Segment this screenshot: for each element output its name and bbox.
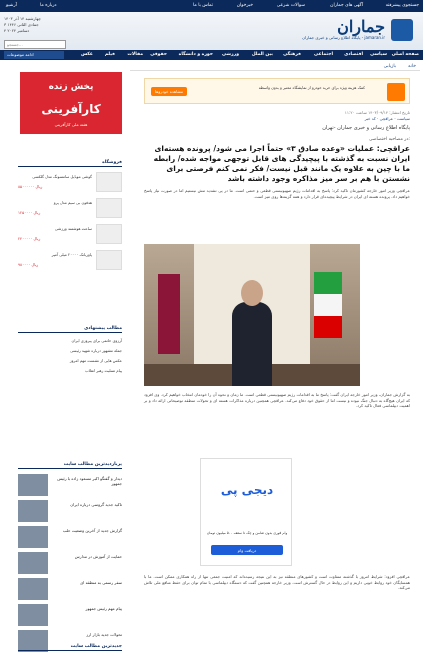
inline-ad-brand: دیجی پی <box>220 483 274 497</box>
nav-item-culture[interactable]: فرهنگی <box>283 52 301 57</box>
news-thumb <box>18 578 48 600</box>
site-logo[interactable] <box>295 15 415 45</box>
banner-line-2: کارآفرینی <box>41 102 101 116</box>
news-thumb <box>18 474 48 496</box>
qatar-flag <box>158 274 180 354</box>
news-title: دیدار و گفتگو اکبر مسعود زاده با رئیس جمهور <box>57 476 122 486</box>
product-title: ساعت هوشمند ورزشی <box>54 226 92 231</box>
article-headline: عراقچی: عملیات «وعده صادق ۳» حتماً اجرا می شود/ پرونده هسته‌ای ایران نسبت به گذشته با پیچیدگی های قابل توجهی مواجه شده/ رابطه ما با چین به علاوه یک مانند قبل نیست/ فکر نمی کنم فرصتی برای نشستن با هم بر سر میز مذاکره وجود داشته باشد <box>153 144 410 183</box>
news-title: پیام مهم رئیس جمهور <box>85 606 122 611</box>
ad-car-icon <box>387 83 405 101</box>
sidebar-section-title: فروشگاه <box>18 160 122 167</box>
product-item[interactable] <box>18 224 122 244</box>
suggest-link[interactable]: جمله مشهور درباره شهید رئیسی <box>70 348 122 353</box>
product-price: ۹۸۰۰۰۰ ریال <box>18 262 39 267</box>
news-item[interactable] <box>18 552 122 574</box>
ad-banner[interactable] <box>144 78 410 104</box>
inline-ad-button[interactable]: دریافت وام <box>211 545 283 555</box>
topbar-link-rss[interactable]: خبرخوان <box>236 3 253 8</box>
topbar-link-questions[interactable]: سوالات شرعی <box>276 3 305 8</box>
tag-item[interactable]: عراقچی <box>379 116 394 121</box>
top-bar <box>0 0 423 12</box>
product-price: ۲۴۰۰۰۰۰ ریال <box>18 236 41 241</box>
nav-item-sport[interactable]: ورزشی <box>222 52 239 57</box>
news-thumb <box>18 526 48 548</box>
sidebar-section-title: جدیدترین مطالب سایت <box>18 644 122 651</box>
article-photo <box>144 244 360 386</box>
photo-person-head <box>241 280 263 306</box>
article-paragraph: به گزارش جماران، وزیر امور خارجه ایران گفت: پاسخ ما به اقدامات رژیم صهیونیستی قطعی است. ما زمان و نحوه آن را خودمان انتخاب خواهیم کرد. وی افزود که ایران هیچ‌گاه به دنبال جنگ نبوده و نیست اما از حقوق خود دفاع می‌کند. عراقچی همچنین درباره مذاکرات هسته ای و تحولات منطقه توضیحاتی ارائه داد و بر اهمیت دیپلماسی فعال تاکید کرد. <box>144 392 410 408</box>
tag-item[interactable]: کد خبر <box>364 116 376 121</box>
photo-person-body <box>232 302 272 386</box>
news-thumb <box>18 500 48 522</box>
topbar-link-archive[interactable]: آرشیو <box>6 3 17 8</box>
article-lead: عراقچی وزیر امور خارجه کشورمان تاکید کرد: پاسخ به اقدامات رژیم صهیونیستی قطعی و حتمی است. ما در پی تشدید تنش نیستیم اما در صورت نیاز پاسخ خواهیم داد. پرونده هسته ای ایران در شرایط پیچیده‌ای قرار دارد و همه گزینه‌ها روی میز است. <box>144 188 410 199</box>
product-item[interactable] <box>18 250 122 270</box>
product-price: ۸۵۰۰۰۰۰۰ ریال <box>18 184 43 189</box>
product-price: ۱۲۵۰۰۰۰ ریال <box>18 210 41 215</box>
date-persian: چهارشنبه ۱۴ آذر ۱۴۰۳ <box>4 16 41 21</box>
sidebar-banner[interactable] <box>20 72 122 134</box>
news-item[interactable] <box>18 526 122 548</box>
news-thumb <box>18 552 48 574</box>
topbar-link-about[interactable]: درباره ما <box>40 3 57 8</box>
inline-ad-text: وام فوری بدون ضامن و چک تا سقف ۵۰۰ میلیون تومان <box>206 531 288 535</box>
nav-item-politics[interactable]: سیاسی <box>370 52 387 57</box>
news-title: سفر رسمی به منطقه ای <box>80 580 122 585</box>
suggest-link[interactable]: عکس هایی از نشست مهم امروز <box>69 358 122 363</box>
main-nav <box>0 50 423 60</box>
sidebar-section-title: مطالب پیشنهادی <box>18 326 122 333</box>
topbar-link-advanced-search[interactable]: جستجوی پیشرفته <box>385 3 419 8</box>
article-kicker: در مصاحبه اختصاصی: <box>368 137 410 142</box>
nav-item-articles[interactable]: مقالات <box>127 52 143 57</box>
product-thumb <box>96 250 122 270</box>
iran-flag-white <box>314 294 342 316</box>
sidebar-section-title: پربازدیدترین مطالب سایت <box>18 462 122 469</box>
suggest-link[interactable]: آرزوی خاتمی برای پیروزی ایران <box>71 338 122 343</box>
inline-ad[interactable] <box>200 458 292 566</box>
logo-text: جماران <box>337 17 385 36</box>
news-title: گزارش جدید از آخرین وضعیت حلب <box>62 528 122 533</box>
product-title: پاوربانک ۲۰۰۰۰ میلی آمپر <box>51 252 92 257</box>
news-item[interactable] <box>18 474 122 496</box>
product-thumb <box>96 198 122 218</box>
more-topics-button[interactable]: ادامه موضوعات <box>4 51 64 59</box>
product-item[interactable] <box>18 198 122 218</box>
nav-item-social[interactable]: اجتماعی <box>314 52 333 57</box>
ad-cta-button[interactable]: مشاهده خودروها <box>151 87 187 96</box>
iran-flag-red <box>314 316 342 338</box>
article-tags: سیاست · عراقچی · کد خبر <box>364 116 410 121</box>
nav-item-economy[interactable]: اقتصادی <box>344 52 363 57</box>
sidebar <box>0 60 130 652</box>
product-title: هدفون بی سیم مدل پرو <box>53 200 92 205</box>
tag-item[interactable]: سیاست <box>396 116 410 121</box>
banner-line-1: پخش زنده <box>48 82 94 92</box>
nav-item-video[interactable]: فیلم <box>104 52 115 57</box>
news-item[interactable] <box>18 500 122 522</box>
product-title: گوشی موبایل سامسونگ مدل گلکسی <box>32 174 92 179</box>
logo-emblem-icon <box>391 19 413 41</box>
date-gregorian: ۴ دسامبر ۲۰۲۴ <box>4 28 30 33</box>
iran-flag-green <box>314 272 342 294</box>
logo-tagline: پایگاه اطلاع رسانی و خبری جماران - jamaran.ir <box>302 35 385 40</box>
nav-item-international[interactable]: بین الملل <box>251 52 273 57</box>
ad-text: کمک هزینه ویژه برای خرید خودرو از نمایشگاه معتبر و بدون واسطه <box>258 85 365 90</box>
date-display <box>4 16 64 40</box>
suggest-link[interactable]: پیام تسلیت رهبر انقلاب <box>85 368 122 373</box>
product-thumb <box>96 224 122 244</box>
breadcrumb <box>130 63 420 71</box>
article-date: تاریخ انتشار: ۱۴۰۳/۰۹/۱۴ ساعت ۱۱:۲۰ <box>344 110 410 115</box>
article-paragraph: عراقچی افزود: شرایط امروز با گذشته متفاوت است و کشورهای منطقه نیز به این نتیجه رسیده‌اند که امنیت جمعی تنها از راه همکاری ممکن است. ما با همسایگان خود روابط خوبی داریم و این روابط در حال گسترش است. وزیر خارجه همچنین گفت که دستگاه دیپلماسی با تمام توان برای حفظ منافع ملی تلاش می‌کند. <box>144 574 410 590</box>
nav-item-legal[interactable]: حقوقی <box>150 52 167 57</box>
news-title: تحولات جدید بازار ارز <box>86 632 122 637</box>
product-thumb <box>96 172 122 192</box>
date-hijri: ۳ جمادی الثانی ۱۴۴۶ <box>4 22 39 27</box>
news-item[interactable] <box>18 578 122 600</box>
news-thumb <box>18 604 48 626</box>
news-title: حمایت از آموزش در مدارس <box>74 554 122 559</box>
product-item[interactable] <box>18 172 122 192</box>
news-item[interactable] <box>18 604 122 626</box>
banner-line-3: هفته ملی کارآفرینی <box>54 122 88 127</box>
search-input[interactable]: جستجو... <box>4 40 66 49</box>
topbar-link-contact[interactable]: تماس با ما <box>193 3 213 8</box>
breadcrumb-section[interactable]: بازیابی <box>383 64 396 69</box>
nav-item-home[interactable]: صفحه اصلی <box>391 52 419 57</box>
news-title: تاکید جدید گروسی درباره ایران <box>70 502 122 507</box>
nav-item-photo[interactable]: عکس <box>80 52 93 57</box>
article-source: پایگاه اطلاع رسانی و خبری جماران -تهران <box>322 125 410 131</box>
topbar-link-ads[interactable]: آگهی های جماران <box>330 3 363 8</box>
breadcrumb-home[interactable]: خانه <box>408 64 416 69</box>
nav-item-seminary[interactable]: حوزه و دانشگاه <box>178 52 213 57</box>
